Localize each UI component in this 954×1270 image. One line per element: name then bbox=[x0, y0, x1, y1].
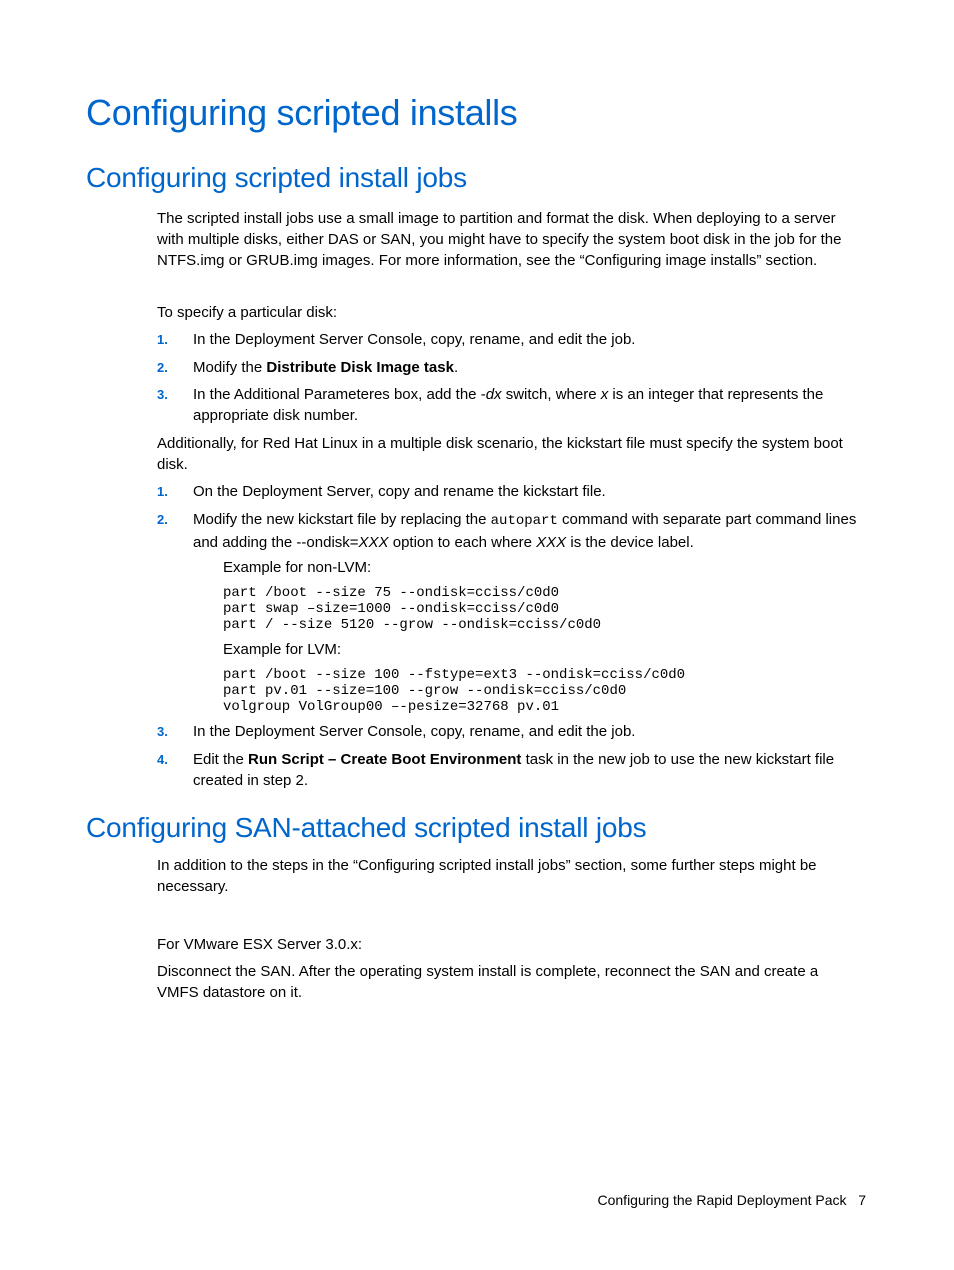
inline-code: autopart bbox=[490, 513, 558, 529]
list-number: 1. bbox=[157, 484, 168, 499]
page-number: 7 bbox=[858, 1192, 866, 1208]
list-item-text: On the Deployment Server, copy and rename the kickstart file. bbox=[193, 483, 606, 500]
list-number: 1. bbox=[157, 332, 168, 347]
list-item-text: In the Deployment Server Console, copy, rename, and edit the job. bbox=[193, 331, 636, 348]
section-heading-san-attached: Configuring SAN-attached scripted install jobs bbox=[86, 812, 647, 843]
san-intro-paragraph: In addition to the steps in the “Configuring scripted install jobs” section, some further steps might be necessary. bbox=[157, 857, 817, 895]
page-title: Configuring scripted installs bbox=[86, 92, 518, 133]
list-item-text: In the Additional Parameteres box, add the -dx switch, where x is an integer that represents the appropriate disk number. bbox=[193, 386, 824, 424]
code-block-lvm: part /boot --size 100 --fstype=ext3 --ondisk=cciss/c0d0 part pv.01 --size=100 --grow --ondisk=cciss/c0d0 volgroup VolGroup00 –-pesize=32768 pv.01 bbox=[223, 667, 686, 715]
list-number: 4. bbox=[157, 752, 168, 767]
vmware-paragraph: For VMware ESX Server 3.0.x: bbox=[157, 936, 363, 953]
list-item-text: Modify the new kickstart file by replacing the autopart command with separate part command lines and adding the --ondisk=XXX option to each where XXX is the device label. bbox=[193, 511, 857, 551]
list-number: 3. bbox=[157, 387, 168, 402]
task-name: Run Script – Create Boot Environment bbox=[248, 751, 522, 768]
page-footer bbox=[598, 1192, 867, 1208]
specify-disk-paragraph: To specify a particular disk: bbox=[157, 304, 338, 321]
footer-text: Configuring the Rapid Deployment Pack bbox=[597, 1192, 847, 1208]
list-item-text: In the Deployment Server Console, copy, rename, and edit the job. bbox=[193, 723, 636, 740]
example-label-lvm: Example for LVM: bbox=[223, 641, 342, 658]
disconnect-paragraph: Disconnect the SAN. After the operating system install is complete, reconnect the SAN and create a VMFS datastore on it. bbox=[157, 963, 819, 1001]
additionally-paragraph: Additionally, for Red Hat Linux in a multiple disk scenario, the kickstart file must specify the system boot disk. bbox=[157, 435, 843, 473]
list-item-text: Modify the Distribute Disk Image task. bbox=[193, 359, 459, 376]
list-number: 2. bbox=[157, 512, 168, 527]
code-block-non-lvm: part /boot --size 75 --ondisk=cciss/c0d0 part swap –size=1000 --ondisk=cciss/c0d0 part / --size 5120 --grow --ondisk=cciss/c0d0 bbox=[223, 585, 602, 633]
intro-paragraph: The scripted install jobs use a small image to partition and format the disk. When deploying to a server with multiple disks, either DAS or SAN, you might have to specify the system boot disk in the job for the NTFS.img or GRUB.img images. For more information, see the “Configuring image installs” section. bbox=[157, 210, 842, 269]
list-number: 2. bbox=[157, 360, 168, 375]
list-number: 3. bbox=[157, 724, 168, 739]
task-name: Distribute Disk Image task bbox=[266, 359, 454, 376]
list-item-text: Edit the Run Script – Create Boot Environment task in the new job to use the new kickstart file created in step 2. bbox=[193, 751, 835, 789]
example-label-non-lvm: Example for non-LVM: bbox=[223, 559, 372, 576]
section-heading-scripted-install-jobs: Configuring scripted install jobs bbox=[86, 162, 467, 193]
